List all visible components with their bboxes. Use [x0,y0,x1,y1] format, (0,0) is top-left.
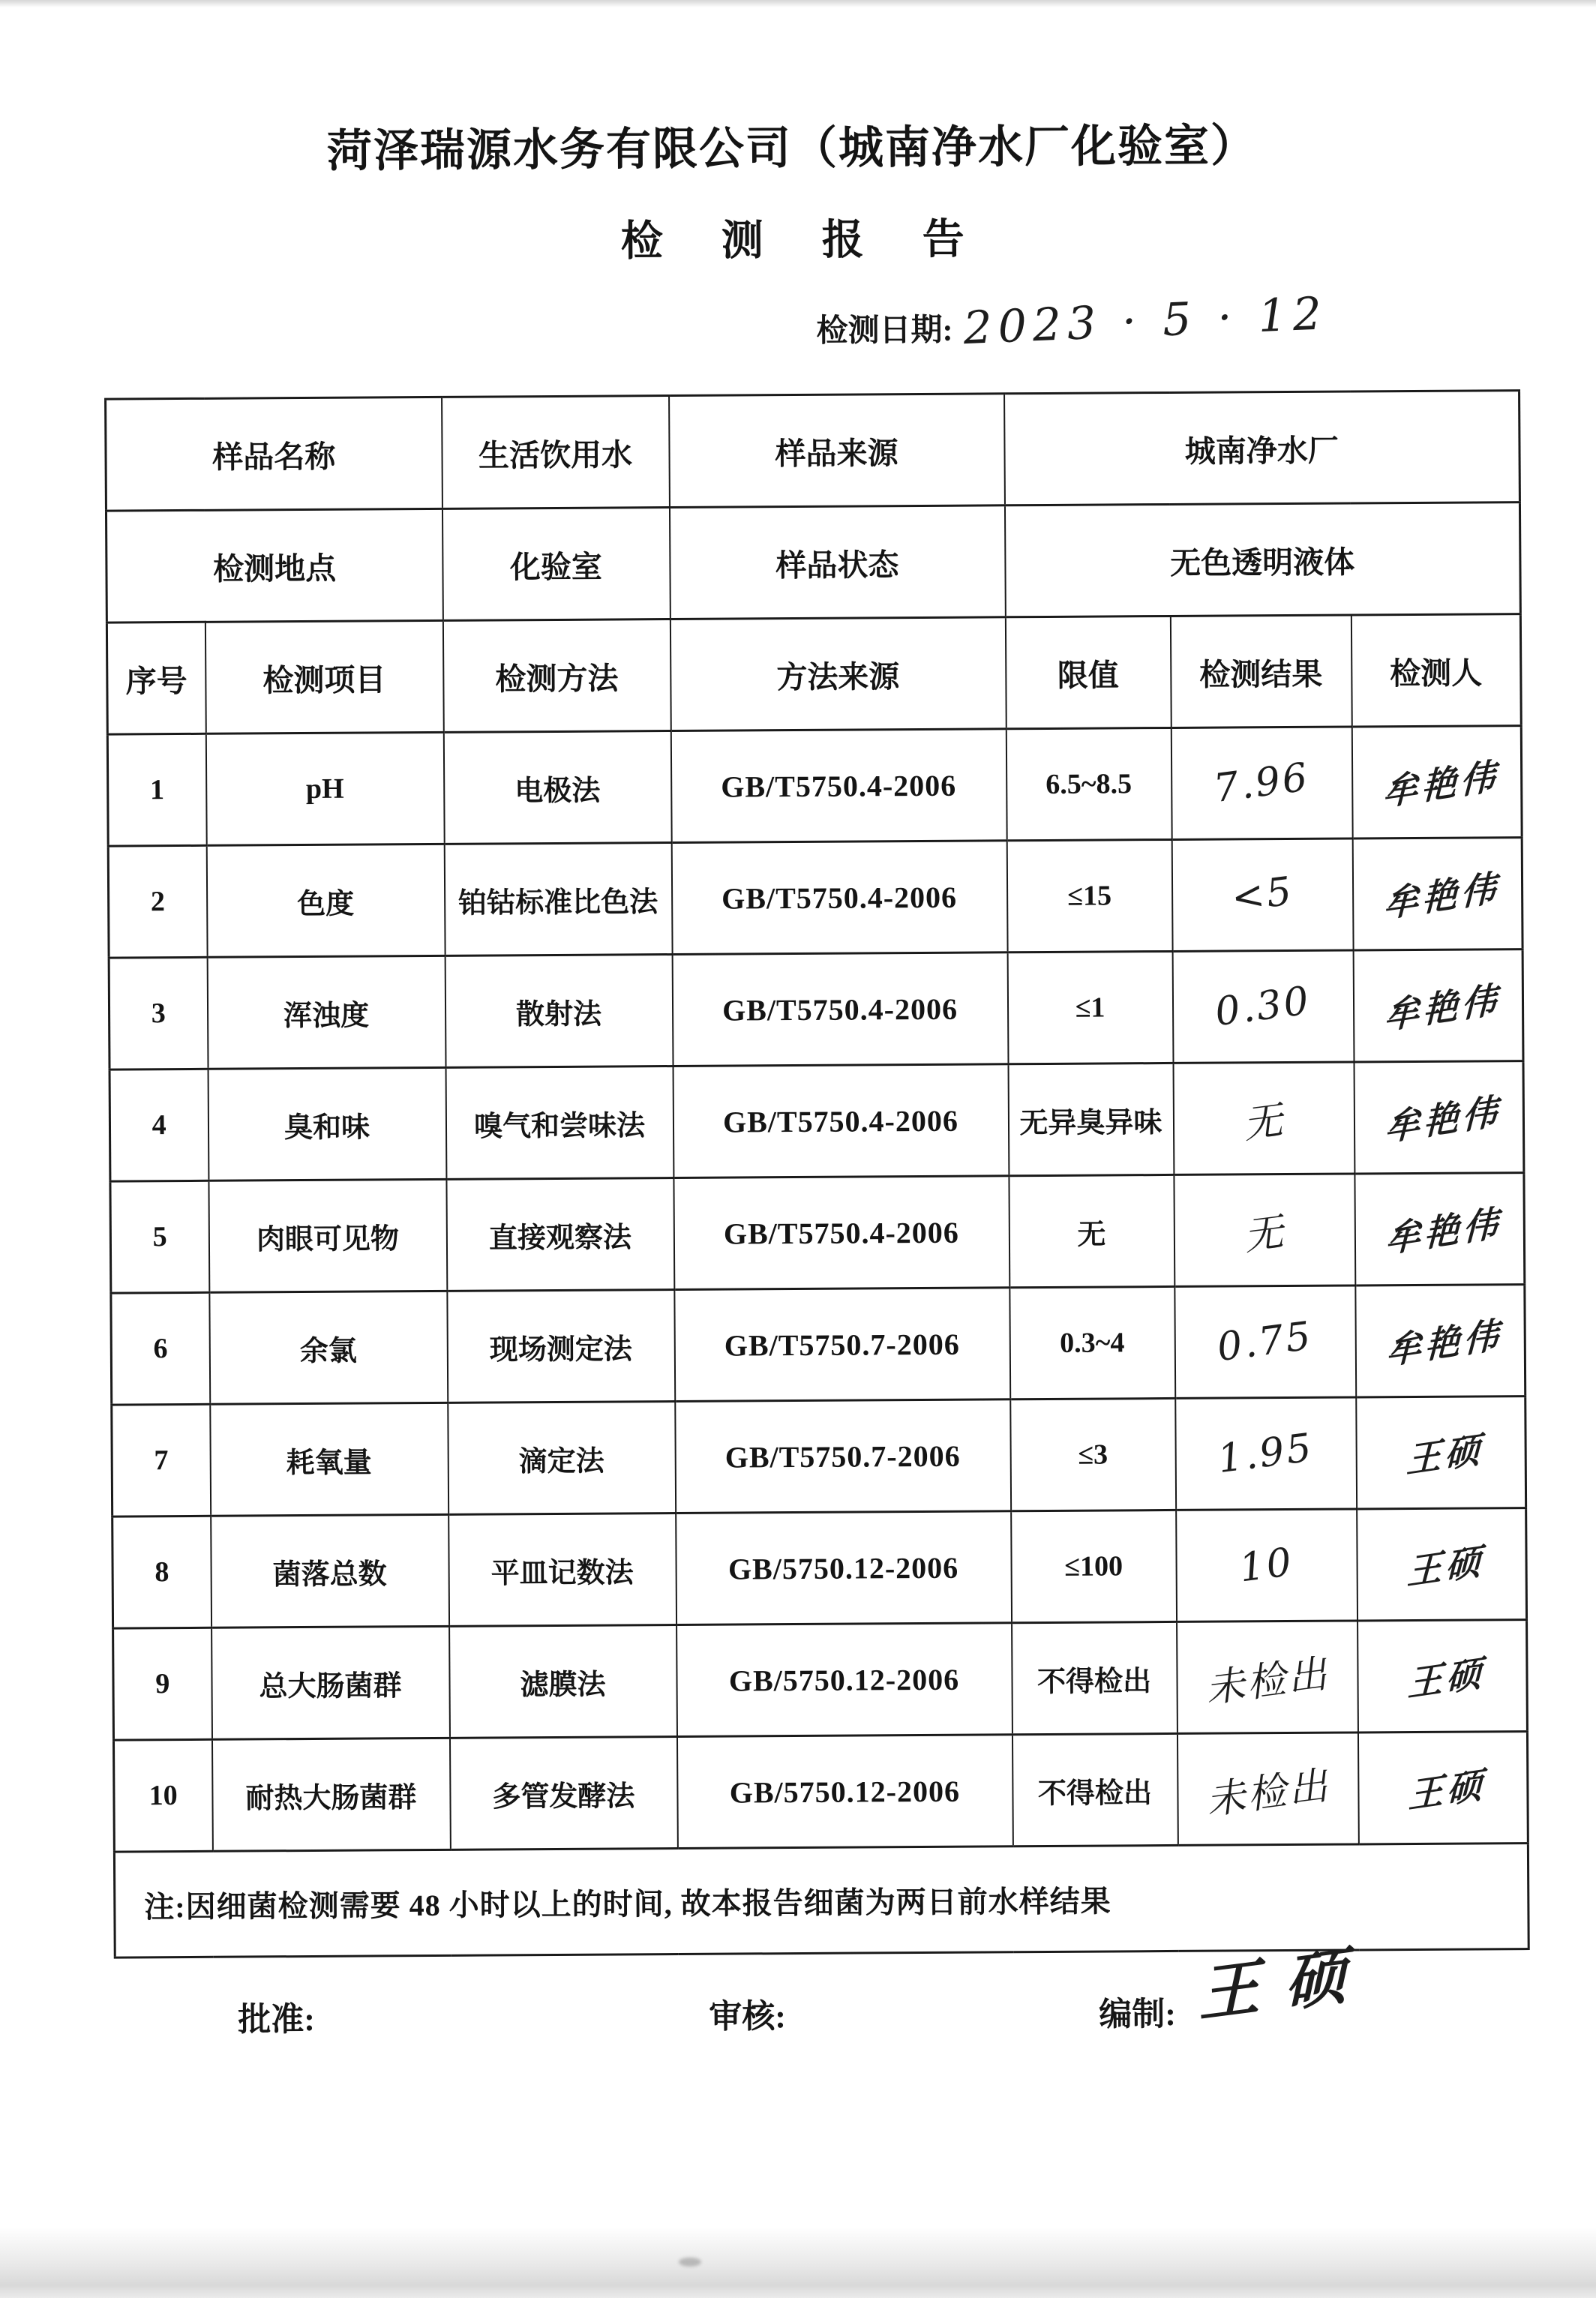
cell-no: 9 [113,1628,212,1740]
table-row [109,950,1523,1070]
cell-limit: 无 [1009,1174,1174,1287]
col-header-no: 序号 [106,622,206,734]
handwritten-tester-signature: 牟艳伟 [1384,978,1502,1038]
cell-tester [1352,838,1522,950]
review-label: 审核: [709,1998,787,2036]
cell-source: GB/5750.12-2006 [676,1735,1012,1849]
test-location-label: 检测地点 [106,508,442,622]
sample-state-label: 样品状态 [669,506,1005,620]
table-row [110,1061,1524,1182]
sample-source-value: 城南净水厂 [1004,391,1520,506]
col-header-source: 方法来源 [670,617,1006,731]
report-title: 检测报告 [620,216,1023,266]
handwritten-result: 无 [1240,1097,1288,1148]
cell-no: 8 [112,1516,212,1628]
table-row [108,838,1522,958]
cell-source: GB/T5750.4-2006 [671,841,1007,955]
signature-footer [5,1936,1596,2188]
cell-limit: 0.3~4 [1010,1286,1175,1399]
cell-item: 总大肠菌群 [212,1626,450,1739]
table-row [107,726,1522,847]
cell-limit: 6.5~8.5 [1006,728,1172,840]
cell-no: 1 [107,734,206,846]
handwritten-result: 0.30 [1212,978,1314,1036]
cell-result [1172,950,1354,1063]
cell-source: GB/T5750.4-2006 [672,952,1008,1066]
handwritten-tester-signature: 牟艳伟 [1385,1313,1503,1373]
cell-method: 散射法 [445,955,673,1068]
handwritten-result: 未检出 [1204,1762,1333,1823]
handwritten-tester-signature: 牟艳伟 [1383,866,1501,926]
cell-tester [1354,1173,1525,1286]
cell-method: 铂钴标准比色法 [444,843,672,956]
cell-result [1173,1062,1354,1174]
test-date-handwritten-value: 2023 · 5 · 12 [962,287,1329,356]
cell-result [1174,1286,1356,1398]
handwritten-result: 未检出 [1203,1651,1332,1712]
cell-tester [1358,1732,1528,1844]
cell-limit: ≤3 [1010,1398,1176,1510]
cell-tester [1352,726,1522,838]
col-header-result: 检测结果 [1170,615,1352,728]
cell-method: 平皿记数法 [448,1514,676,1627]
cell-limit: 不得检出 [1012,1733,1178,1846]
handwritten-result: 无 [1241,1209,1288,1259]
cell-limit: ≤15 [1006,839,1172,952]
handwritten-tester-signature: 牟艳伟 [1384,1090,1502,1150]
scan-smudge-mark [679,2258,701,2266]
cell-item: 菌落总数 [211,1514,449,1628]
cell-result [1172,838,1353,951]
cell-source: GB/T5750.7-2006 [675,1400,1011,1514]
scan-edge-artifact-top [0,0,1596,8]
approve-label: 批准: [238,2000,316,2038]
prepare-label: 编制: [1099,1995,1177,2033]
handwritten-result: 10 [1236,1539,1297,1592]
cell-result [1176,1509,1358,1622]
cell-tester [1358,1620,1528,1732]
cell-item: 耐热大肠菌群 [212,1738,450,1851]
cell-source: GB/T5750.4-2006 [673,1064,1009,1178]
table-row [113,1732,1528,1852]
handwritten-result: 0.75 [1214,1313,1316,1371]
col-header-tester: 检测人 [1351,614,1521,727]
cell-no: 6 [111,1292,210,1405]
test-date-label: 检测日期: [816,313,953,349]
cell-result [1171,727,1352,839]
cell-source: GB/T5750.4-2006 [670,729,1006,843]
cell-item: 臭和味 [208,1067,446,1180]
test-report-table [104,389,1530,1958]
table-row [113,1620,1528,1741]
cell-source: GB/5750.12-2006 [676,1511,1012,1625]
cell-item: 耗氧量 [210,1402,448,1516]
cell-item: 余氯 [209,1291,448,1404]
cell-limit: ≤1 [1007,951,1173,1064]
cell-method: 滤膜法 [449,1625,677,1738]
col-header-limit: 限值 [1005,616,1171,728]
cell-method: 多管发酵法 [449,1737,677,1850]
cell-limit: 无异臭异味 [1008,1063,1174,1175]
table-row [111,1285,1526,1406]
sample-state-value: 无色透明液体 [1004,502,1520,617]
cell-no: 4 [110,1069,208,1181]
handwritten-result: 1.95 [1215,1425,1316,1483]
handwritten-tester-signature: 王硕 [1406,1428,1485,1482]
handwritten-tester-signature: 王硕 [1406,1540,1485,1594]
scan-edge-artifact-bottom [0,2227,1596,2298]
cell-method: 嗅气和尝味法 [446,1066,674,1180]
handwritten-tester-signature: 牟艳伟 [1384,1202,1502,1262]
sample-info-row [106,391,1520,512]
handwritten-preparer-signature: 王硕 [1197,1936,1372,2032]
cell-tester [1356,1396,1526,1509]
cell-source: GB/T5750.7-2006 [674,1288,1010,1402]
cell-method: 滴定法 [448,1402,676,1515]
sample-name-value: 生活饮用水 [442,396,670,509]
cell-no: 3 [109,957,208,1070]
company-title: 菏泽瑞源水务有限公司（城南净水厂化验室） [326,121,1258,176]
cell-result [1177,1621,1358,1733]
column-header-row [106,614,1521,735]
col-header-method: 检测方法 [442,620,670,733]
handwritten-tester-signature: 牟艳伟 [1382,754,1500,814]
note-text: 注:因细菌检测需要 48 小时以上的时间, 故本报告细菌为两日前水样结果 [114,1844,1528,1958]
cell-no: 7 [112,1404,211,1516]
test-location-value: 化验室 [442,508,670,621]
cell-method: 现场测定法 [447,1290,675,1403]
cell-method: 直接观察法 [446,1178,674,1292]
cell-tester [1353,950,1523,1062]
cell-result [1174,1174,1355,1286]
cell-limit: 不得检出 [1012,1622,1178,1734]
location-info-row [106,502,1520,623]
cell-no: 2 [108,845,207,958]
cell-result [1177,1732,1358,1845]
col-header-item: 检测项目 [205,620,443,734]
cell-no: 10 [113,1739,212,1852]
cell-tester [1355,1285,1526,1397]
cell-item: 肉眼可见物 [208,1179,447,1292]
cell-source: GB/5750.12-2006 [676,1623,1012,1737]
handwritten-result: <5 [1228,868,1296,922]
test-date-line [816,287,1329,356]
cell-item: 色度 [206,844,445,957]
table-row [110,1173,1525,1294]
sample-source-label: 样品来源 [669,394,1005,508]
cell-item: 浑浊度 [207,956,446,1069]
cell-item: pH [206,732,444,845]
cell-limit: ≤100 [1011,1510,1177,1622]
cell-tester [1357,1508,1527,1621]
sample-name-label: 样品名称 [106,397,442,511]
cell-source: GB/T5750.4-2006 [674,1176,1010,1290]
handwritten-result: 7.96 [1211,754,1312,812]
handwritten-tester-signature: 王硕 [1408,1763,1486,1817]
handwritten-tester-signature: 王硕 [1407,1652,1486,1706]
cell-result [1175,1397,1357,1510]
cell-no: 5 [110,1180,209,1293]
cell-tester [1354,1061,1524,1174]
cell-method: 电极法 [443,731,671,844]
table-row [112,1508,1527,1629]
table-row [112,1396,1526,1517]
